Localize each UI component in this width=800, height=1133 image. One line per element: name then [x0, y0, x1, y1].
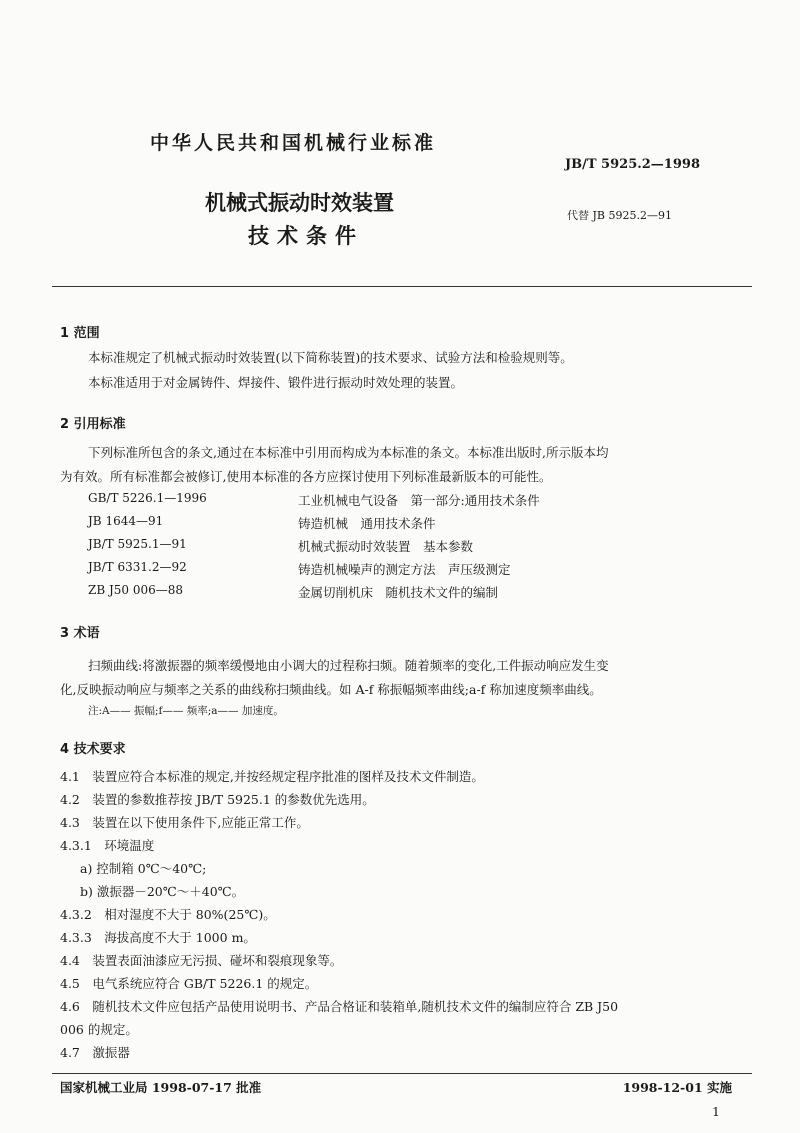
- replaces-standard: 代替 JB 5925.2—91: [567, 209, 672, 222]
- reference-code: JB/T 5925.1—91: [88, 537, 187, 551]
- reference-list: [88, 491, 728, 606]
- clause-4-7: 4.7 激振器: [60, 1045, 130, 1060]
- section-2-para-line1: 下列标准所包含的条文,通过在本标准中引用而构成为本标准的条文。本标准出版时,所示版本均: [88, 445, 609, 460]
- clause-4-3-2: 4.3.2 相对湿度不大于 80%(25℃)。: [60, 907, 276, 922]
- section-2-heading: 2 引用标准: [60, 417, 126, 432]
- reference-title: 机械式振动时效装置 基本参数: [298, 539, 474, 554]
- reference-title: 铸造机械噪声的测定方法 声压级测定: [298, 562, 511, 577]
- clause-4-3-3: 4.3.3 海拔高度不大于 1000 m。: [60, 930, 256, 945]
- clause-4-1: 4.1 装置应符合本标准的规定,并按经规定程序批准的图样及技术文件制造。: [60, 769, 484, 784]
- section-4-heading: 4 技术要求: [60, 742, 126, 757]
- footer-divider: [52, 1073, 752, 1074]
- clause-4-2: 4.2 装置的参数推荐按 JB/T 5925.1 的参数优先选用。: [60, 792, 375, 807]
- reference-row: [88, 560, 728, 583]
- clause-4-3-1-a: a) 控制箱 0℃～40℃;: [80, 861, 207, 876]
- section-3-note: 注:A—— 振幅;f—— 频率;a—— 加速度。: [88, 705, 284, 717]
- issuing-org-title: 中华人民共和国机械行业标准: [150, 132, 437, 154]
- section-3-para-line1: 扫频曲线:将激振器的频率缓慢地由小调大的过程称扫频。随着频率的变化,工件振动响应发生变: [88, 658, 609, 673]
- reference-code: GB/T 5226.1—1996: [88, 491, 207, 505]
- reference-row: [88, 491, 728, 514]
- approval-statement: 国家机械工业局 1998-07-17 批准: [60, 1080, 262, 1095]
- section-1-heading: 1 范围: [60, 326, 100, 341]
- reference-title: 金属切削机床 随机技术文件的编制: [298, 585, 499, 600]
- reference-title: 工业机械电气设备 第一部分:通用技术条件: [298, 493, 540, 508]
- clause-4-4: 4.4 装置表面油漆应无污损、碰坏和裂痕现象等。: [60, 953, 343, 968]
- clause-4-5: 4.5 电气系统应符合 GB/T 5226.1 的规定。: [60, 976, 318, 991]
- header-divider: [52, 286, 752, 287]
- reference-row: [88, 514, 728, 537]
- section-2-para-line2: 为有效。所有标准都会被修订,使用本标准的各方应探讨使用下列标准最新版本的可能性。: [60, 469, 552, 484]
- clause-4-3-1: 4.3.1 环境温度: [60, 838, 155, 853]
- section-1-para-1: 本标准规定了机械式振动时效装置(以下简称装置)的技术要求、试验方法和检验规则等。: [88, 350, 573, 365]
- section-3-heading: 3 术语: [60, 626, 100, 641]
- clause-4-3: 4.3 装置在以下使用条件下,应能正常工作。: [60, 815, 309, 830]
- document-title-line2: 技术条件: [248, 224, 364, 248]
- reference-code: ZB J50 006—88: [88, 583, 184, 597]
- document-title-line1: 机械式振动时效装置: [205, 191, 394, 215]
- clause-4-6-line2: 006 的规定。: [60, 1022, 138, 1037]
- reference-row: [88, 537, 728, 560]
- clause-4-6-line1: 4.6 随机技术文件应包括产品使用说明书、产品合格证和装箱单,随机技术文件的编制应符合 ZB J50: [60, 999, 619, 1014]
- section-3-para-line2: 化,反映振动响应与频率之关系的曲线称扫频曲线。如 A-f 称振幅频率曲线;a-f 称加速度频率曲线。: [60, 682, 602, 697]
- effective-date: 1998-12-01 实施: [622, 1080, 732, 1095]
- reference-title: 铸造机械 通用技术条件: [298, 516, 436, 531]
- page-number: 1: [712, 1104, 720, 1119]
- section-1-para-2: 本标准适用于对金属铸件、焊接件、锻件进行振动时效处理的装置。: [88, 375, 464, 390]
- clause-4-3-1-b: b) 激振器－20℃～＋40℃。: [80, 884, 245, 899]
- reference-row: [88, 583, 728, 606]
- reference-code: JB 1644—91: [88, 514, 164, 528]
- standard-number: JB/T 5925.2—1998: [564, 157, 700, 172]
- reference-code: JB/T 6331.2—92: [88, 560, 187, 574]
